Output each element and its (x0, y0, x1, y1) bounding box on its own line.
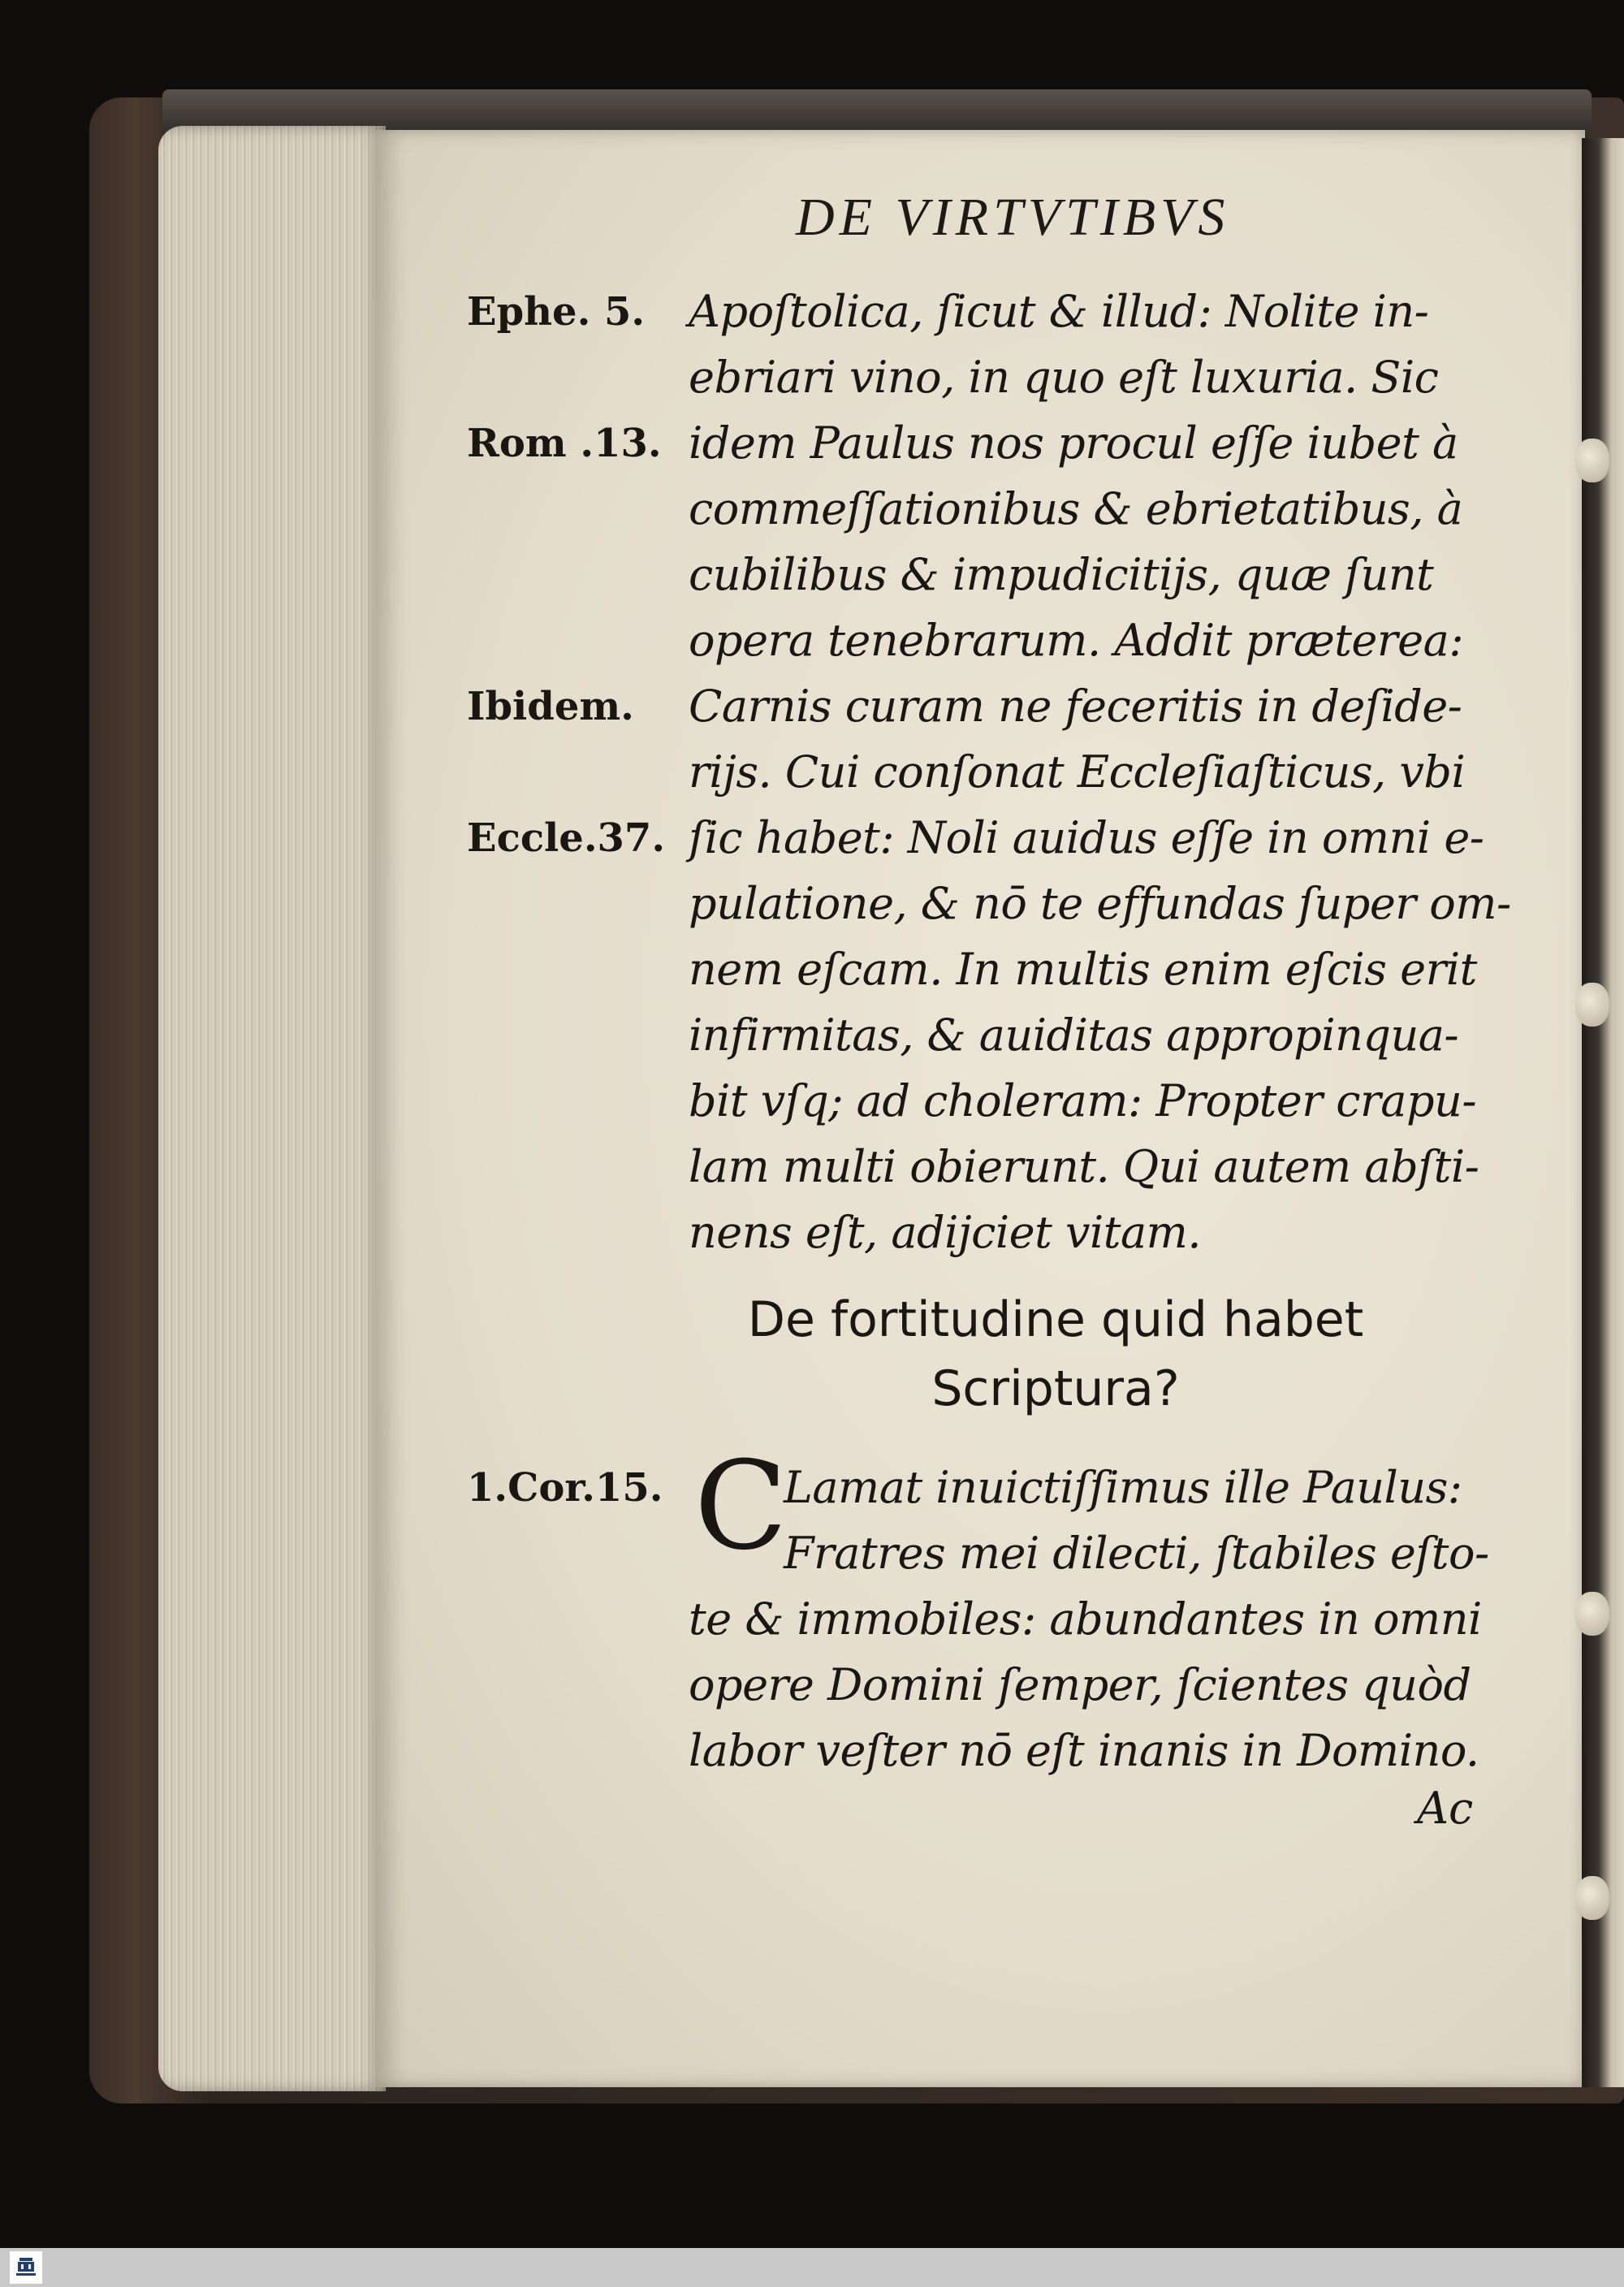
text-line: Lamat inuictiſſimus ille Paulus: (784, 1462, 1462, 1513)
text-line: pulatione, & nō te effundas ſuper om- (689, 878, 1511, 929)
text-line: opera tenebrarum. Addit præterea: (689, 615, 1464, 666)
text-line: opere Domini ſemper, ſcientes quòd (689, 1659, 1471, 1710)
text-line: Fratres mei dilecti, ſtabiles eſto- (784, 1528, 1489, 1579)
text-line: Apoſtolica, ſicut & illud: Nolite in- (689, 286, 1429, 337)
text-line: ſic habet: Noli auidus eſſe in omni e- (689, 812, 1484, 863)
text-line: lam multi obierunt. Qui autem abſti- (689, 1141, 1479, 1192)
margin-reference: Ibidem. (467, 684, 634, 729)
drop-cap: C (694, 1436, 788, 1577)
page-edges (158, 126, 386, 2091)
text-line: idem Paulus nos procul eſſe iubet à (689, 417, 1458, 469)
viewer-footer-bar (0, 2248, 1624, 2287)
binding-thread (1575, 983, 1609, 1027)
text-line: rijs. Cui conſonat Eccleſiaſticus, vbi (689, 746, 1466, 798)
text-line: cubilibus & impudicitijs, quæ ſunt (689, 549, 1434, 600)
text-line: nem eſcam. In multis enim eſcis erit (689, 944, 1477, 995)
text-line: commeſſationibus & ebrietatibus, à (689, 483, 1463, 534)
text-line: Carnis curam ne feceritis in deſide- (689, 681, 1462, 732)
text-line: labor veſter nō eſt inanis in Domino. (689, 1725, 1479, 1776)
gutter (1582, 138, 1624, 2087)
library-logo-icon (10, 2251, 42, 2284)
binding-thread (1575, 439, 1609, 482)
binding-thread (1575, 1876, 1609, 1920)
section-heading-continued: Scriptura? (931, 1360, 1180, 1417)
margin-reference: Eccle.37. (467, 815, 666, 861)
text-line: infirmitas, & auiditas appropinqua- (689, 1009, 1459, 1061)
text-line: te & immobiles: abundantes in omni (689, 1593, 1482, 1645)
running-head: DE VIRTVTIBVS (796, 188, 1230, 247)
section-heading: De fortitudine quid habet (747, 1291, 1364, 1348)
margin-reference: Ephe. 5. (467, 289, 646, 335)
text-line: nens eſt, adijciet vitam. (689, 1207, 1202, 1258)
text-line: bit vſq; ad choleram: Propter crapu- (689, 1075, 1477, 1126)
margin-reference: 1.Cor.15. (467, 1465, 663, 1511)
catchword: Ac (1417, 1783, 1474, 1834)
text-line: ebriari vino, in quo eſt luxuria. Sic (689, 352, 1439, 403)
binding-thread (1575, 1592, 1609, 1636)
margin-reference: Rom .13. (467, 421, 662, 466)
